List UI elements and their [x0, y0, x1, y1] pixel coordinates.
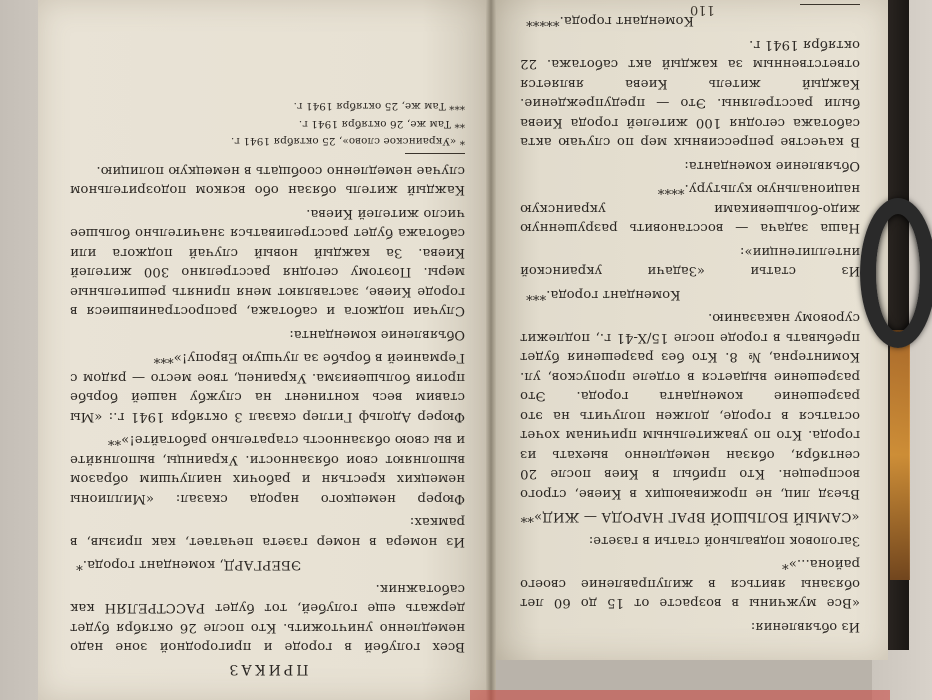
headline-label: Заголовок подвальной статьи в газете: — [588, 533, 860, 548]
intro-text: Из номера в номер газета печатает, как призыв, в рамках: — [70, 514, 465, 549]
order-signature: ЭБЕРГАРД, комендант города.* — [76, 557, 302, 573]
page-number: 110 — [690, 2, 715, 17]
footnote-left-2: ** Там же, 26 октября 1941 г. — [298, 118, 465, 130]
footnote-divider-right — [800, 4, 860, 5]
announcement-label: Объявление коменданта: — [289, 327, 465, 342]
right-page-text — [520, 13, 860, 640]
headline: «САМЫЙ БОЛЬШОЙ ВРАГ НАРОДА — ЖИД»** — [520, 509, 860, 525]
red-page-edge — [470, 690, 890, 700]
article-label: Из статьи «Задачи украинской интеллигенции»: — [520, 244, 860, 279]
order-title: ПРИКАЗ — [226, 661, 309, 677]
footnote-divider — [405, 154, 465, 155]
footnote-left-1: * «Украинское слово», 25 октября 1941 г. — [230, 135, 465, 148]
duty-text: Каждый житель обязан обо всяком подозрительном случае немедленно сообщать в немецкую полицию. — [70, 163, 465, 198]
footnote-left-3: *** Там же, 25 октября 1941 г. — [293, 100, 465, 113]
announcement-text: Случаи поджога и саботажа, распространившиеся в городе Киеве, заставляют меня принять решительные меры. Поэтому сегодня расстреляно 300 жителей Киева. За каждый новый случай поджога или саботажа будет расстреливаться значительно большее число жителей Киева. — [70, 206, 465, 319]
hitler-quote-2: Фюрер Адольф Гитлер сказал 3 октября 1941 г.: «Мы ставим весь континент на службу нашей борьбе против большевизма. Украинец, твое место — рядом с Германией в борьбе за лучшую Европу!»*** — [70, 350, 465, 424]
entry-signature: Комендант города.*** — [526, 287, 681, 302]
order-text: Всех голубей в городе и пригородной зоне надо немедленно уничтожить. Кто после 26 октября будет держать еще голубей, тот будет РАССТРЕЛЯН как саботажник. — [70, 581, 465, 655]
black-ring-weight — [860, 198, 932, 348]
book-cover-orange-strip — [890, 330, 910, 580]
commander-text: В качестве репрессивных мер по случаю акта саботажа сегодня 100 жителей города Киева были расстреляны. Это — предупреждение. Каждый житель Киева является ответственным за каждый акт саботажа. 22 октября 1941 г. — [520, 37, 860, 150]
entry-text: Въезд лиц, не проживающих в Киеве, строго воспрещен. Кто прибыл в Киев после 20 сентября, обязан немедленно выехать из города. Кто по уважительным причинам хочет остаться в городе, должен получить на это разрешение коменданта города. Это разрешение выдается в отделе пропусков, ул. Коминтерна, № 8. Кто без разрешения будет пребывать в городе после 15/X-41 г., подлежит суровому наказанию. — [520, 310, 860, 501]
left-page-text — [70, 18, 465, 678]
ad-label: Из объявления: — [750, 619, 860, 634]
hitler-quote-1: Фюрер немецкого народа сказал: «Миллионы немецких крестьян и рабочих наилучшим образом выполняют свои обязанности. Украинцы, выполняйте и вы свою обязанность старательно работайте!»** — [70, 432, 465, 506]
book-gutter — [486, 0, 496, 700]
ad-text: «Все мужчины в возрасте от 15 до 60 лет обязаны явиться в жилуправление своего района...»* — [520, 556, 860, 611]
commander-label: Объявление коменданта: — [684, 158, 860, 173]
article-text: Наша задача — восстановить разрушенную жидо-большевиками украинскую национальную культуру.**** — [520, 181, 860, 236]
commander-signature: Комендант города.***** — [526, 13, 694, 29]
